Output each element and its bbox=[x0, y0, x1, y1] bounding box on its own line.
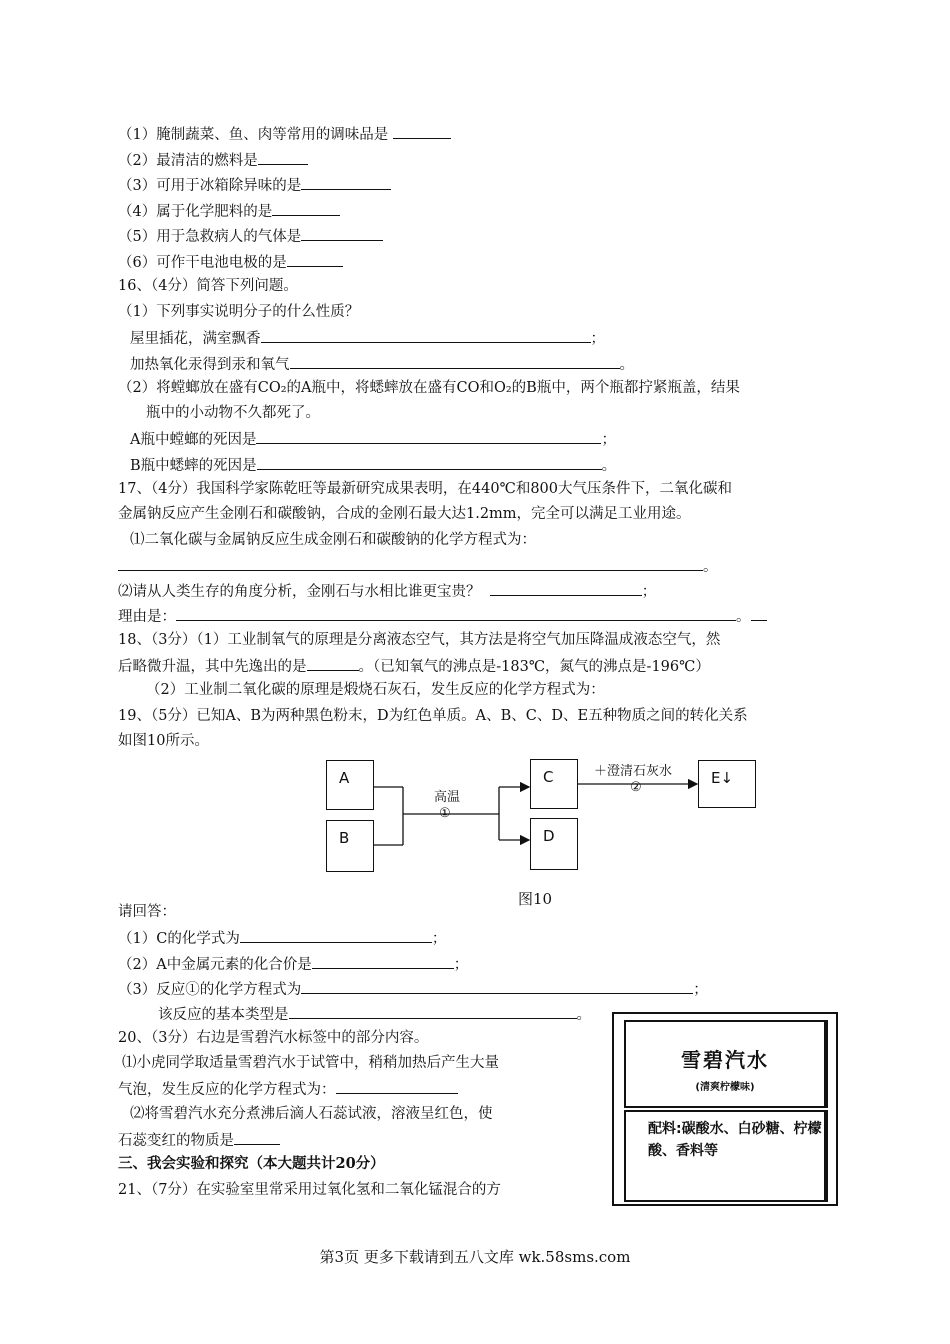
q17-part1-answer-line: 。 bbox=[118, 555, 718, 577]
q18-line1: 18、（3分）（1）工业制氧气的原理是分离液态空气，其方法是将空气加压降温成液态空气，然 bbox=[118, 632, 721, 648]
q16-part1a: 屋里插花，满室飘香 ； bbox=[130, 327, 605, 349]
q16-part2-line2: 瓶中的小动物不久都死了。 bbox=[146, 405, 320, 421]
reaction-number-2: ② bbox=[630, 780, 642, 795]
q19-line2: 如图10所示。 bbox=[118, 733, 209, 749]
q15-item-1: （1）腌制蔬菜、鱼、肉等常用的调味品是 bbox=[118, 123, 451, 145]
figure-caption: 图10 bbox=[518, 890, 553, 908]
q17-line2: 金属钠反应产生金刚石和碳酸钠，合成的金刚石最大达1.2mm，完全可以满足工业用途。 bbox=[118, 506, 691, 522]
condition-limewater: ＋澄清石灰水 bbox=[594, 764, 673, 779]
q17-part2: ⑵请从人类生存的角度分析，金刚石与水相比谁更宝贵？ ； bbox=[118, 580, 656, 602]
q20-line1: 20、（3分）右边是雪碧汽水标签中的部分内容。 bbox=[118, 1030, 429, 1046]
q15-item-3: （3）可用于冰箱除异味的是 bbox=[118, 174, 391, 196]
q19-answer-1: （1）C的化学式为 ； bbox=[118, 927, 446, 949]
section-3-heading: 三、我会实验和探究（本大题共计20分） bbox=[118, 1155, 385, 1172]
label-ingredients: 配料:碳酸水、白砂糖、柠檬酸、香料等 bbox=[648, 1121, 822, 1159]
q19-answer-3b: 该反应的基本类型是 。 bbox=[158, 1003, 591, 1025]
condition-high-temp: 高温 bbox=[434, 790, 461, 805]
q20-part2a: ⑵将雪碧汽水充分煮沸后滴人石蕊试液，溶液呈红色，使 bbox=[130, 1106, 493, 1122]
q15-item-4: （4）属于化学肥料的是 bbox=[118, 200, 340, 222]
q17-reason: 理由是： 。 bbox=[118, 605, 767, 627]
page-footer: 第3页 更多下载请到五八文库 wk.58sms.com bbox=[319, 1248, 631, 1266]
box-a: A bbox=[326, 760, 374, 810]
q16-part2b: B瓶中蟋蟀的死因是 。 bbox=[130, 454, 616, 476]
box-d: D bbox=[530, 818, 578, 870]
q20-part2b: 石蕊变红的物质是 bbox=[118, 1129, 280, 1151]
box-e: E↓ bbox=[698, 760, 756, 808]
q15-item-5: （5）用于急救病人的气体是 bbox=[118, 225, 383, 247]
q18-line2: 后略微升温，其中先逸出的是 。（已知氧气的沸点是-183℃，氮气的沸点是-196℃） bbox=[118, 655, 710, 677]
q21-line1: 21、（7分）在实验室里常采用过氧化氢和二氧化锰混合的方 bbox=[118, 1182, 501, 1198]
q16-title: 16、（4分）简答下列问题。 bbox=[118, 278, 298, 294]
q16-part2a: A瓶中螳螂的死因是 ； bbox=[130, 428, 616, 450]
q19-ask: 请回答： bbox=[118, 904, 176, 920]
q19-answer-3: （3）反应①的化学方程式为 ； bbox=[118, 978, 708, 1000]
label-brand: 雪碧汽水 bbox=[681, 1048, 769, 1072]
q15-item-2: （2）最清洁的燃料是 bbox=[118, 149, 308, 171]
label-subtitle: (清爽柠檬味) bbox=[695, 1082, 755, 1093]
q15-item-6: （6）可作干电池电极的是 bbox=[118, 251, 343, 273]
q20-part1a: ⑴小虎同学取适量雪碧汽水于试管中，稍稍加热后产生大量 bbox=[122, 1055, 499, 1071]
q19-line1: 19、（5分）已知A、B为两种黑色粉末，D为红色单质。A、B、C、D、E五种物质之间的转化关系 bbox=[118, 708, 748, 724]
q19-answer-2: （2）A中金属元素的化合价是 ； bbox=[118, 953, 468, 975]
q17-line1: 17、（4分）我国科学家陈乾旺等最新研究成果表明，在440℃和800大气压条件下，二氧化碳和 bbox=[118, 481, 732, 497]
q17-part1: ⑴二氧化碳与金属钠反应生成金刚石和碳酸钠的化学方程式为： bbox=[130, 532, 536, 548]
q16-part1: （1）下列事实说明分子的什么性质？ bbox=[118, 304, 360, 320]
reaction-diagram bbox=[300, 750, 780, 880]
reaction-number-1: ① bbox=[439, 806, 451, 821]
q16-part1b: 加热氧化汞得到汞和氧气 。 bbox=[130, 353, 634, 375]
label-top-frame bbox=[624, 1020, 828, 1108]
q20-part1b: 气泡，发生反应的化学方程式为： bbox=[118, 1078, 458, 1100]
box-c: C bbox=[530, 759, 578, 809]
box-b: B bbox=[326, 820, 374, 872]
sprite-label-image bbox=[612, 1012, 838, 1206]
q18-line3: （2）工业制二氧化碳的原理是煅烧石灰石，发生反应的化学方程式为： bbox=[146, 682, 605, 698]
q16-part2-line1: （2）将螳螂放在盛有CO₂的A瓶中，将蟋蟀放在盛有CO和O₂的B瓶中，两个瓶都拧紧瓶盖，结果 bbox=[118, 380, 740, 396]
